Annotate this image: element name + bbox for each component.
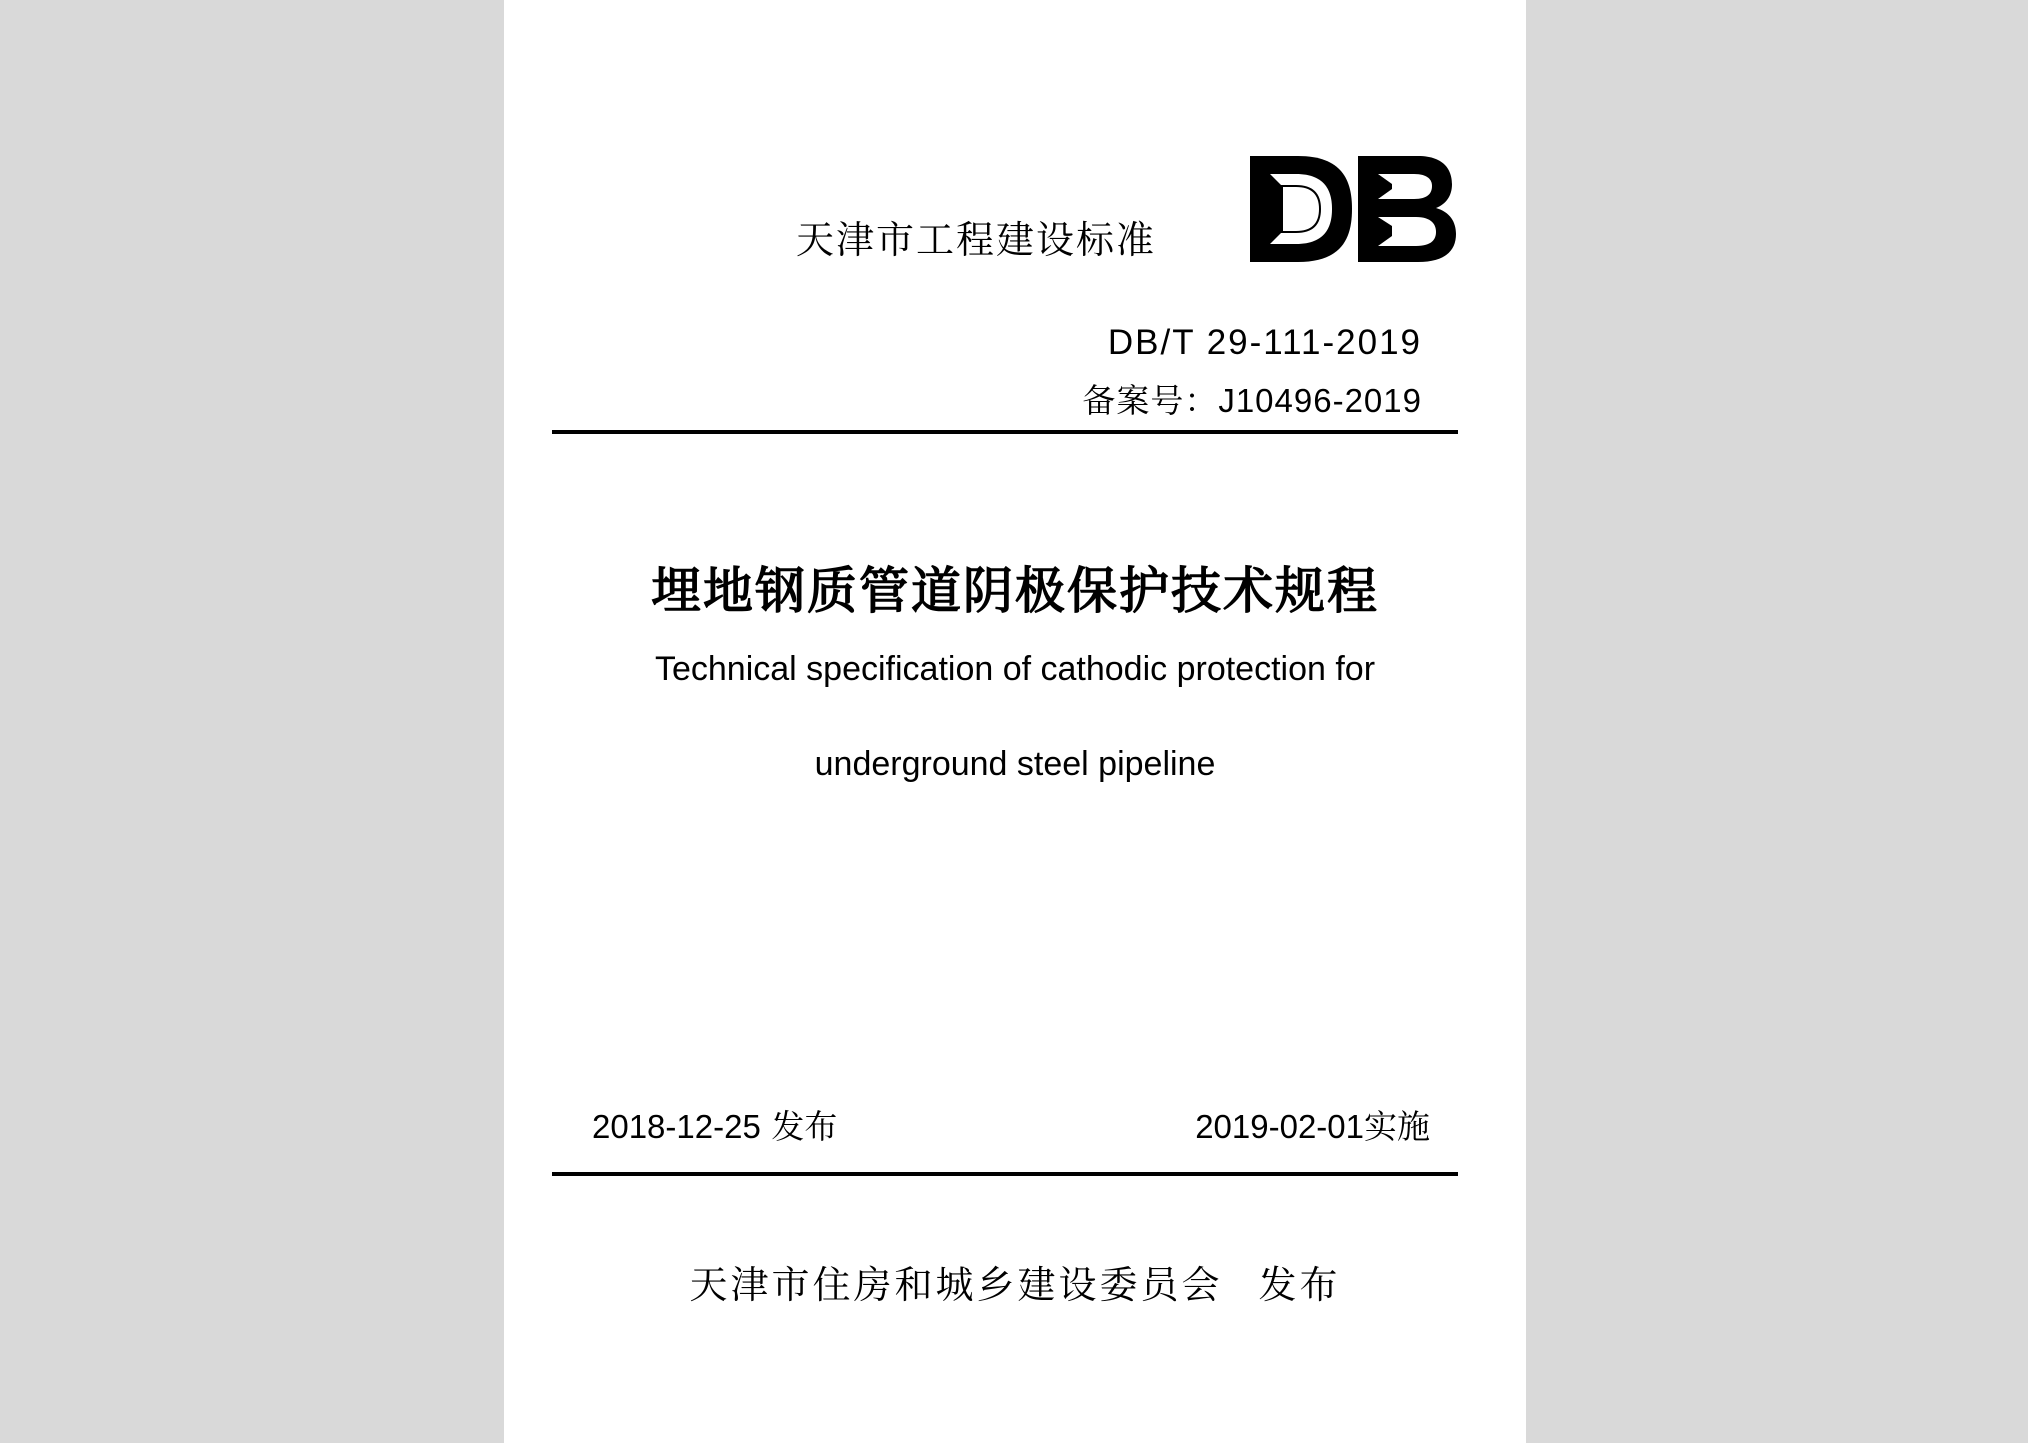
effective-date (1195, 1101, 1430, 1148)
document-title-english-line1: Technical specification of cathodic protection for (654, 650, 1376, 688)
issue-date-label: 发布 (771, 1107, 838, 1146)
record-number (1082, 375, 1422, 422)
record-number-value: J10496-2019 (1218, 382, 1422, 419)
document-cover (504, 0, 1526, 1443)
top-divider (552, 430, 1458, 434)
standard-number: DB/T 29-111-2019 (1107, 323, 1422, 362)
publisher-line (504, 1254, 1526, 1309)
standard-category: 天津市工程建设标准 (796, 218, 1157, 262)
publisher-name: 天津市住房和城乡建设委员会 (689, 1263, 1223, 1307)
publish-label: 发布 (1258, 1263, 1341, 1307)
issue-date (592, 1101, 837, 1148)
record-number-label: 备案号： (1082, 381, 1219, 420)
document-title-chinese: 埋地钢质管道阴极保护技术规程 (651, 562, 1379, 620)
effective-date-label: 实施 (1364, 1107, 1430, 1146)
issue-date-value: 2018-12-25 (592, 1108, 761, 1145)
effective-date-value: 2019-02-01 (1195, 1108, 1364, 1145)
db-logo-icon (1246, 150, 1461, 268)
document-title-english-line2: underground steel pipeline (814, 745, 1216, 783)
bottom-divider (552, 1172, 1458, 1176)
